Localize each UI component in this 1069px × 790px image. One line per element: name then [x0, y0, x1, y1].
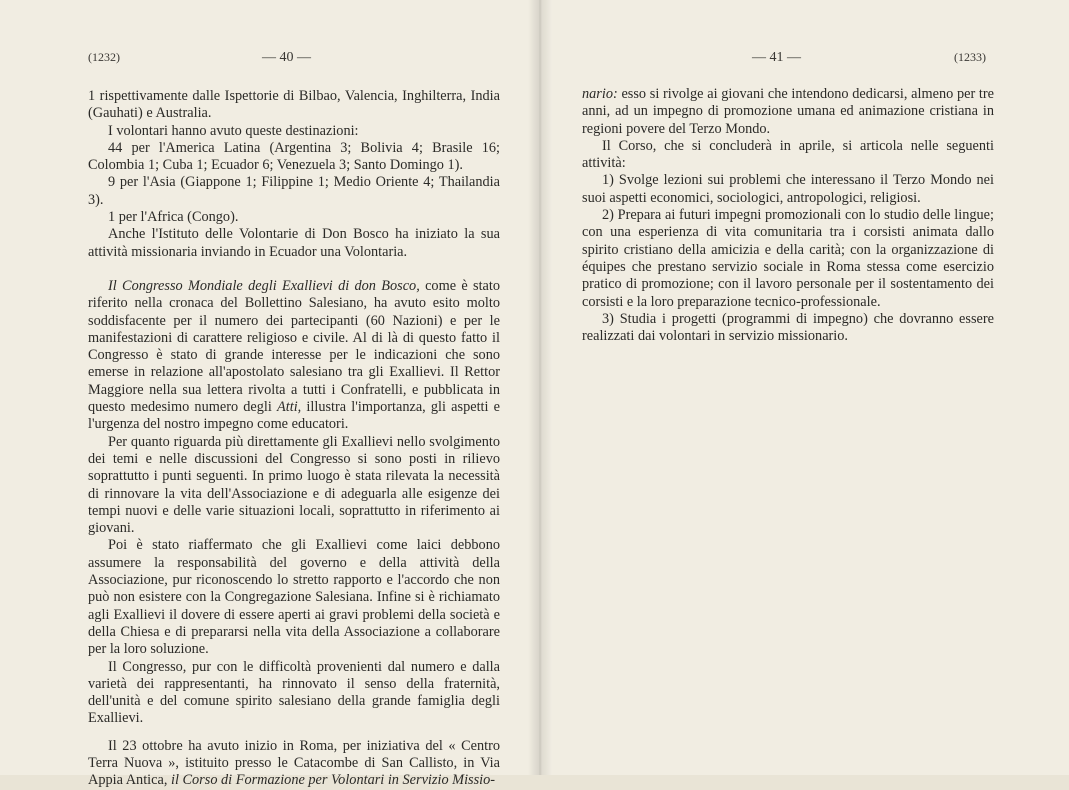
- paragraph: 1) Svolge lezioni sui problemi che interessano il Terzo Mondo nei suoi aspetti economici, sociologici, antropologici, religiosi.: [582, 172, 994, 206]
- paragraph: Il Congresso, pur con le difficoltà provenienti dal numero e dalla varietà dei rappresentanti, ha rinnovato il senso della fraternità, dell'unità e del comune spirito salesiano della grande famiglia degli Exallievi.: [88, 658, 500, 727]
- italic-text: il Corso di Formazione per Volontari in Servizio Missio-: [170, 772, 496, 789]
- paragraph: [88, 738, 500, 790]
- section-gap: [88, 261, 500, 278]
- paragraph: Anche l'Istituto delle Volontarie di Don Bosco ha iniziato la sua attività missionaria inviando in Ecuador una Volontaria.: [88, 226, 500, 260]
- paragraph: 9 per l'Asia (Giappone 1; Filippine 1; Medio Oriente 4; Thailandia 3).: [88, 174, 500, 208]
- text-run: Il 23 ottobre ha avuto inizio in Roma, per iniziativa del « Centro Terra Nuova », istituito presso le Catacombe di San Callisto, in Via Appia Antica,: [88, 737, 500, 789]
- page-number-left: — 40 —: [262, 50, 311, 65]
- text-run: come è stato riferito nella cronaca del Bollettino Salesiano, ha avuto esito molto soddisfacente per il numero dei partecipanti (60 Nazioni) e per le manifestazioni di carattere religioso e civile. Al di là di questo fatto il Congresso è stato di grande interesse per le indicazioni che sono emerse in relazione all'apostolato salesiano tra gli Exallievi. Il Rettor Maggiore nella sua lettera rivolta a tutti i Confratelli, e pubblicata in questo medesimo numero degli: [88, 277, 501, 416]
- italic-heading: Il Congresso Mondiale degli Exallievi di don Bosco,: [108, 277, 420, 294]
- book-gutter: [528, 0, 552, 775]
- right-page: [540, 0, 1069, 775]
- paragraph: 1 rispettivamente dalle Ispettorie di Bilbao, Valencia, Inghilterra, India (Gauhati) e Australia.: [88, 88, 500, 122]
- page-number-right: — 41 —: [752, 50, 801, 65]
- page-code-right: (1233): [954, 50, 986, 64]
- paragraph: 44 per l'America Latina (Argentina 3; Bolivia 4; Brasile 16; Colombia 1; Cuba 1; Ecuador 6; Venezuela 3; Santo Domingo 1).: [88, 139, 500, 174]
- italic-text: Atti,: [277, 399, 302, 416]
- paragraph: Il Corso, che si concluderà in aprile, si articola nelle seguenti attività:: [582, 137, 994, 172]
- paragraph: [88, 278, 500, 434]
- left-text-column: [88, 88, 500, 790]
- text-run: esso si rivolge ai giovani che intendono dedicarsi, almeno per tre anni, ad un impegno di promozione umana ed animazione cristiana in regioni povere del Terzo Mondo.: [582, 86, 994, 137]
- paragraph: 2) Prepara ai futuri impegni promozionali con lo studio delle lingue; con una esperienza di vita comunitaria tra i corsisti animata dallo spirito cristiano della amicizia e della carità; con la organizzazione di équipes che prestano servizio sociale in Roma stessa come esercizio pratico di promozione; con il lavoro personale per il sostentamento dei corsisti e la loro preparazione tecnico-professionale.: [582, 207, 994, 310]
- italic-text: nario:: [582, 86, 618, 102]
- paragraph: Per quanto riguarda più direttamente gli Exallievi nello svolgimento dei temi e nelle discussioni del Congresso si sono posti in rilievo soprattutto i punti seguenti. In primo luogo è stata rilevata la necessità di rinnovare la vita dell'Associazione e di adeguarla alle esigenze dei tempi nuovi e delle varie situazioni locali, soprattutto in riferimento ai giovani.: [88, 433, 500, 537]
- right-text-column: [582, 86, 994, 345]
- paragraph: [582, 86, 994, 138]
- page-code-left: (1232): [88, 50, 120, 64]
- text-run: illustra l'importanza, gli aspetti e l'urgenza del nostro impegno come educatori.: [88, 399, 500, 433]
- paragraph: 1 per l'Africa (Congo).: [108, 209, 239, 226]
- paragraph: Poi è stato riaffermato che gli Exallievi come laici debbono assumere la responsabilità del governo e della attività della Associazione, pur riconoscendo lo stretto rapporto e l'accordo che non può non esistere con la Congregazione Salesiana. Infine si è richiamato agli Exallievi il dovere di essere aperti ai gravi problemi della società e della Chiesa e di prepararsi nella vita della Associazione a collaborare per la loro soluzione.: [88, 537, 500, 658]
- paragraph: 3) Studia i progetti (programmi di impegno) che dovranno essere realizzati dai volontari in servizio missionario.: [582, 310, 994, 345]
- section-gap: [88, 728, 500, 738]
- paragraph: I volontari hanno avuto queste destinazioni:: [108, 122, 359, 139]
